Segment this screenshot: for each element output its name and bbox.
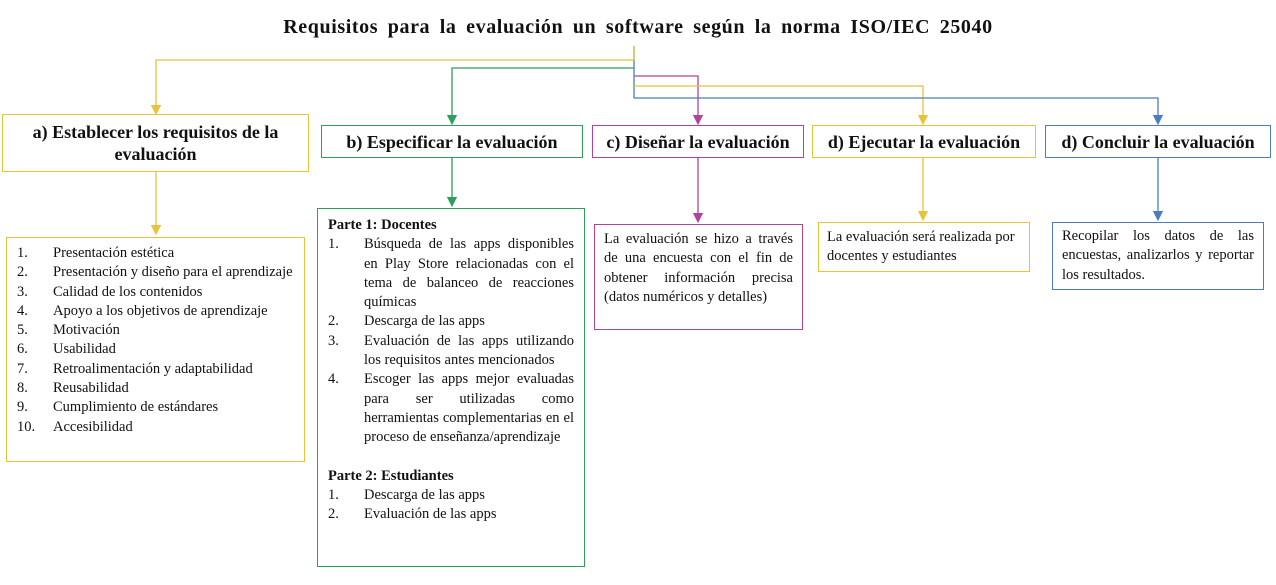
design-description-box: [594, 224, 803, 330]
list-item: 4. Apoyo a los objetivos de aprendizaje: [17, 302, 268, 319]
list-item: 10. Accesibilidad: [17, 418, 133, 435]
design-description-text: La evaluación se hizo a través de una encuesta con el fin de obtener información precisa (datos numéricos y detalles): [604, 231, 793, 305]
stage-specify-heading-text: b) Especificar la evaluación: [346, 131, 558, 152]
list-item: 5. Motivación: [17, 322, 120, 339]
requirements-list: [17, 244, 298, 437]
stage-design-heading-text: c) Diseñar la evaluación: [606, 131, 790, 152]
list-item: 3. Evaluación de las apps utilizando los requisitos antes mencionados: [328, 332, 574, 369]
list-item: 8. Reusabilidad: [17, 380, 129, 397]
stage-execute-heading-text: d) Ejecutar la evaluación: [827, 131, 1021, 152]
list-item: 3. Calidad de los contenidos: [17, 283, 203, 300]
part2-title: Parte 2: Estudiantes: [328, 467, 454, 484]
stage-design-heading: [592, 125, 804, 158]
list-item: 4. Escoger las apps mejor evaluadas para ser utilizadas como herramientas complementarias en el proceso de enseñanza/aprendizaje: [328, 371, 574, 446]
list-item: 1. Búsqueda de las apps disponibles en Play Store relacionadas con el tema de balanceo de reacciones químicas: [328, 236, 574, 311]
stage-establish-heading: [2, 114, 309, 172]
establish-requirements-box: [6, 237, 305, 462]
specify-steps-box: [317, 208, 585, 567]
list-item: 7. Retroalimentación y adaptabilidad: [17, 360, 253, 377]
part2-list: [328, 486, 574, 525]
connector-execute: [634, 86, 923, 120]
list-item: 1. Presentación estética: [17, 245, 175, 261]
connector-conclude: [634, 98, 1158, 120]
part1-title: Parte 1: Docentes: [328, 217, 437, 233]
conclude-description-box: [1052, 222, 1264, 290]
execute-description-box: [818, 222, 1030, 272]
list-item: 9. Cumplimiento de estándares: [17, 399, 219, 416]
stage-execute-heading: [812, 125, 1036, 158]
stage-conclude-heading-text: d) Concluir la evaluación: [1061, 131, 1255, 152]
stage-establish-heading-text: a) Establecer los requisitos de la evaluación: [32, 122, 279, 164]
diagram-title: Requisitos para la evaluación un software según la norma ISO/IEC 25040: [283, 16, 993, 38]
list-item: 2. Evaluación de las apps: [328, 506, 497, 523]
list-item: 2. Presentación y diseño para el aprendizaje: [17, 264, 293, 281]
list-item: 2. Descarga de las apps: [328, 313, 485, 330]
stage-specify-heading: [321, 125, 583, 158]
stage-conclude-heading: [1045, 125, 1271, 158]
execute-description-text: La evaluación será realizada por docentes y estudiantes: [827, 229, 1015, 265]
conclude-description-text: Recopilar los datos de las encuestas, analizarlos y reportar los resultados.: [1062, 228, 1254, 283]
part1-list: [328, 235, 574, 447]
list-item: 6. Usabilidad: [17, 341, 116, 358]
connector-specify: [452, 68, 634, 120]
list-item: 1. Descarga de las apps: [328, 486, 485, 503]
